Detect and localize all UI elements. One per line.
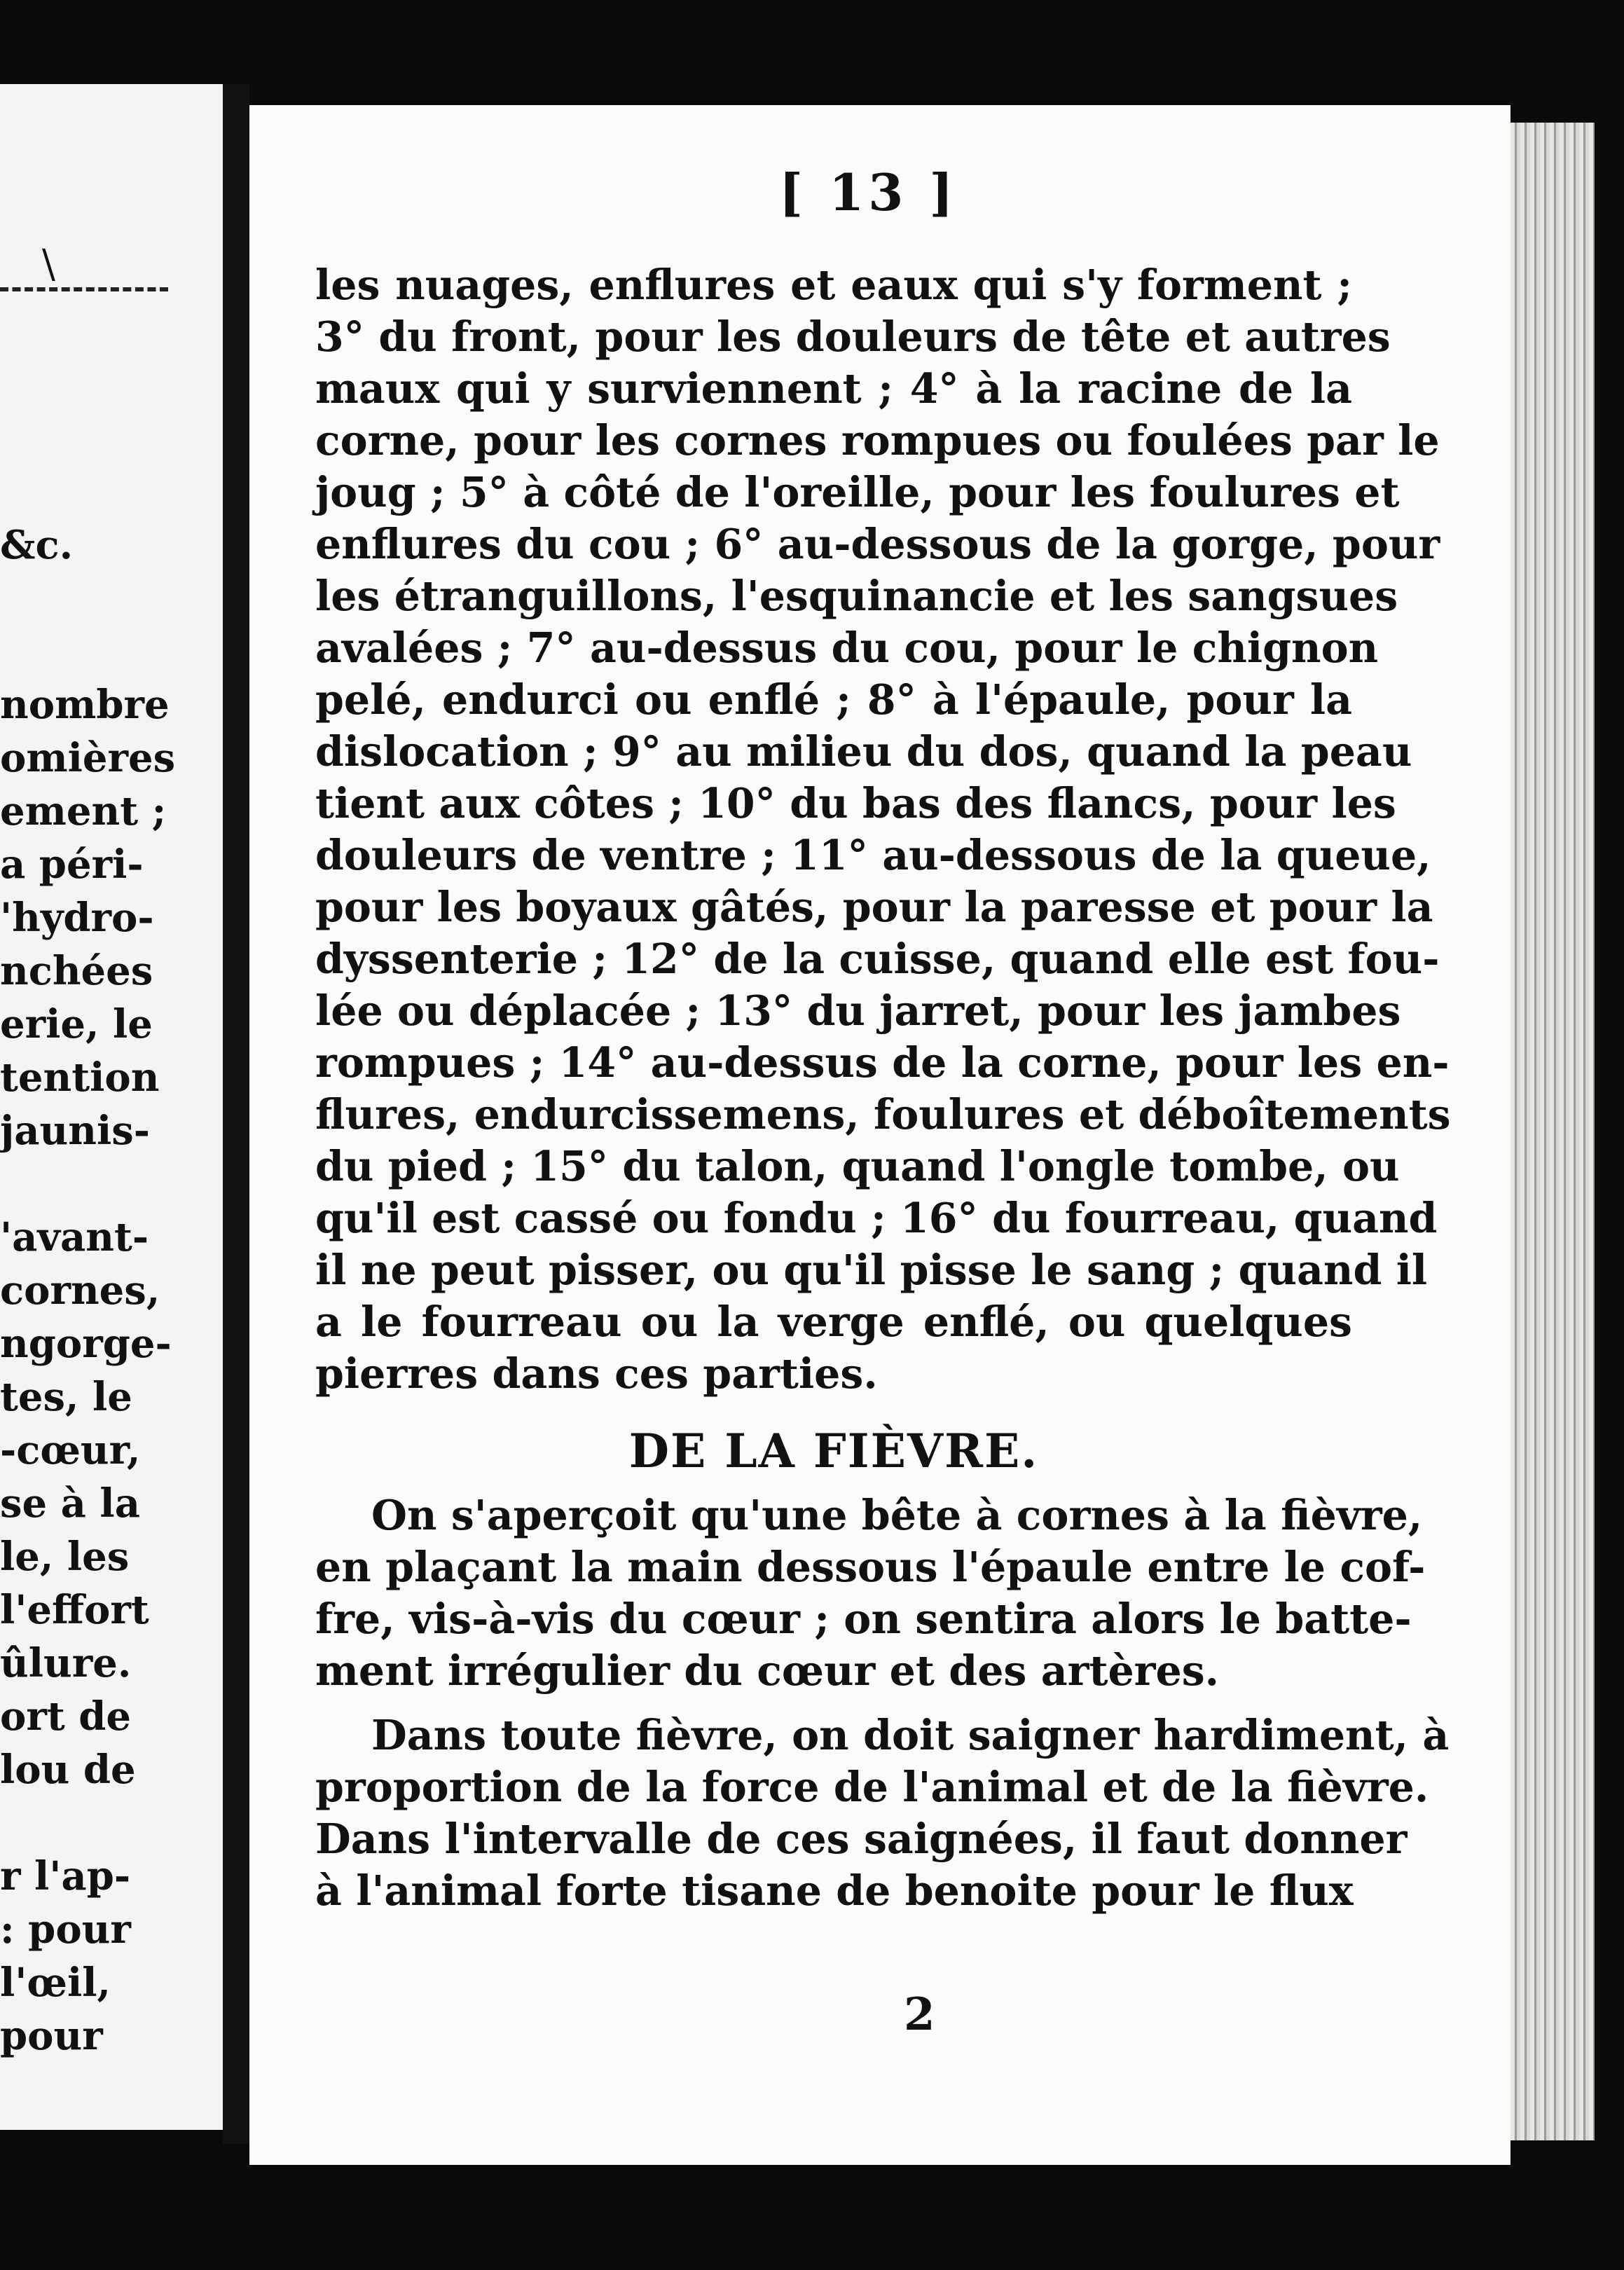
signature-mark: 2 bbox=[904, 1988, 935, 2041]
text-line: tient aux côtes ; 10° du bas des flancs, pour les bbox=[315, 779, 1396, 827]
left-page-line: cornes, bbox=[0, 1267, 160, 1314]
left-page-line: l'œil, bbox=[0, 1960, 111, 2006]
left-page-line: se à la bbox=[0, 1480, 140, 1527]
text-line: avalées ; 7° au-dessus du cou, pour le chignon bbox=[315, 624, 1379, 672]
text-line: il ne peut pisser, ou qu'il pisse le sang ; quand il bbox=[315, 1246, 1428, 1294]
left-page-line: nombre bbox=[0, 682, 170, 728]
text-line: flures, endurcissemens, foulures et déboîtements bbox=[315, 1090, 1451, 1139]
left-page-line: pour bbox=[0, 2013, 103, 2059]
decorative-rule bbox=[0, 259, 168, 291]
left-page-line: ûlure. bbox=[0, 1640, 132, 1686]
text-line: rompues ; 14° au-dessus de la corne, pour les en- bbox=[315, 1038, 1450, 1087]
text-line: en plaçant la main dessous l'épaule entre le cof- bbox=[315, 1543, 1426, 1591]
left-page-line: tes, le bbox=[0, 1374, 132, 1420]
text-line: On s'aperçoit qu'une bête à cornes à la fièvre, bbox=[371, 1491, 1423, 1539]
text-line: qu'il est cassé ou fondu ; 16° du fourreau, quand bbox=[315, 1194, 1438, 1242]
left-page-line: erie, le bbox=[0, 1001, 153, 1047]
left-page-line: ement ; bbox=[0, 788, 167, 834]
left-page-line: omières bbox=[0, 735, 176, 781]
text-line: Dans toute fièvre, on doit saigner hardiment, à bbox=[371, 1711, 1450, 1759]
text-line: douleurs de ventre ; 11° au-dessous de la queue, bbox=[315, 831, 1431, 879]
left-page-line: le, les bbox=[0, 1534, 130, 1580]
text-line: a le fourreau ou la verge enflé, ou quelques bbox=[315, 1298, 1352, 1346]
text-line: maux qui y surviennent ; 4° à la racine de la bbox=[315, 364, 1352, 413]
text-line: dyssenterie ; 12° de la cuisse, quand elle est fou- bbox=[315, 935, 1440, 983]
left-page-line: lou de bbox=[0, 1747, 136, 1793]
text-line: pour les boyaux gâtés, pour la paresse et pour la bbox=[315, 883, 1433, 931]
text-line: les étranguillons, l'esquinancie et les sangsues bbox=[315, 572, 1398, 620]
text-line: joug ; 5° à côté de l'oreille, pour les foulures et bbox=[315, 468, 1400, 516]
previous-page-fragment bbox=[0, 84, 224, 2130]
left-page-line: r l'ap- bbox=[0, 1853, 131, 1899]
paragraph-fever-detection bbox=[315, 1490, 1426, 1697]
left-page-line: 'hydro- bbox=[0, 895, 154, 941]
text-line: Dans l'intervalle de ces saignées, il faut donner bbox=[315, 1815, 1408, 1863]
section-heading: DE LA FIÈVRE. bbox=[628, 1424, 1039, 1478]
text-line: ment irrégulier du cœur et des artères. bbox=[315, 1646, 1220, 1695]
text-line: pelé, endurci ou enflé ; 8° à l'épaule, pour la bbox=[315, 675, 1352, 724]
text-line: du pied ; 15° du talon, quand l'ongle tombe, ou bbox=[315, 1142, 1400, 1190]
text-line: fre, vis-à-vis du cœur ; on sentira alors le batte- bbox=[315, 1595, 1412, 1643]
text-line: enflures du cou ; 6° au-dessous de la gorge, pour bbox=[315, 520, 1440, 568]
left-page-line: ngorge- bbox=[0, 1321, 172, 1367]
left-page-line bbox=[0, 625, 175, 678]
previous-page-text bbox=[0, 242, 176, 2063]
text-line: les nuages, enflures et eaux qui s'y forment ; bbox=[315, 261, 1352, 309]
left-page-line: 'avant- bbox=[0, 1214, 149, 1260]
left-page-line bbox=[0, 572, 175, 625]
left-page-line: l'effort bbox=[0, 1587, 149, 1633]
left-page-line: ort de bbox=[0, 1693, 132, 1740]
left-page-line: jaunis- bbox=[0, 1108, 151, 1154]
text-line: dislocation ; 9° au milieu du dos, quand la peau bbox=[315, 727, 1412, 776]
page-edges bbox=[1511, 123, 1595, 2140]
left-page-line: tention bbox=[0, 1054, 160, 1101]
text-line: corne, pour les cornes rompues ou foulées par le bbox=[315, 416, 1440, 465]
left-page-line: : pour bbox=[0, 1906, 131, 1953]
left-page-line: &c. bbox=[0, 522, 74, 568]
page-body bbox=[315, 259, 1451, 1917]
paragraph-fever-treatment bbox=[315, 1710, 1450, 1917]
top-fragment: \ bbox=[42, 242, 55, 287]
text-line: 3° du front, pour les douleurs de tête et autres bbox=[315, 312, 1391, 361]
left-page-line: nchées bbox=[0, 948, 153, 994]
text-line: proportion de la force de l'animal et de la fièvre. bbox=[315, 1763, 1429, 1811]
text-line: à l'animal forte tisane de benoite pour le flux bbox=[315, 1866, 1354, 1915]
left-page-line bbox=[0, 1157, 175, 1211]
left-page-line: a péri- bbox=[0, 841, 144, 888]
left-page-line bbox=[0, 1796, 175, 1850]
text-line: pierres dans ces parties. bbox=[315, 1349, 878, 1398]
continued-paragraph bbox=[315, 259, 1451, 1400]
left-page-line: -cœur, bbox=[0, 1427, 141, 1473]
page-number: [ 13 ] bbox=[779, 163, 958, 222]
text-line: lée ou déplacée ; 13° du jarret, pour les jambes bbox=[315, 986, 1401, 1035]
book-gutter bbox=[223, 84, 249, 2144]
